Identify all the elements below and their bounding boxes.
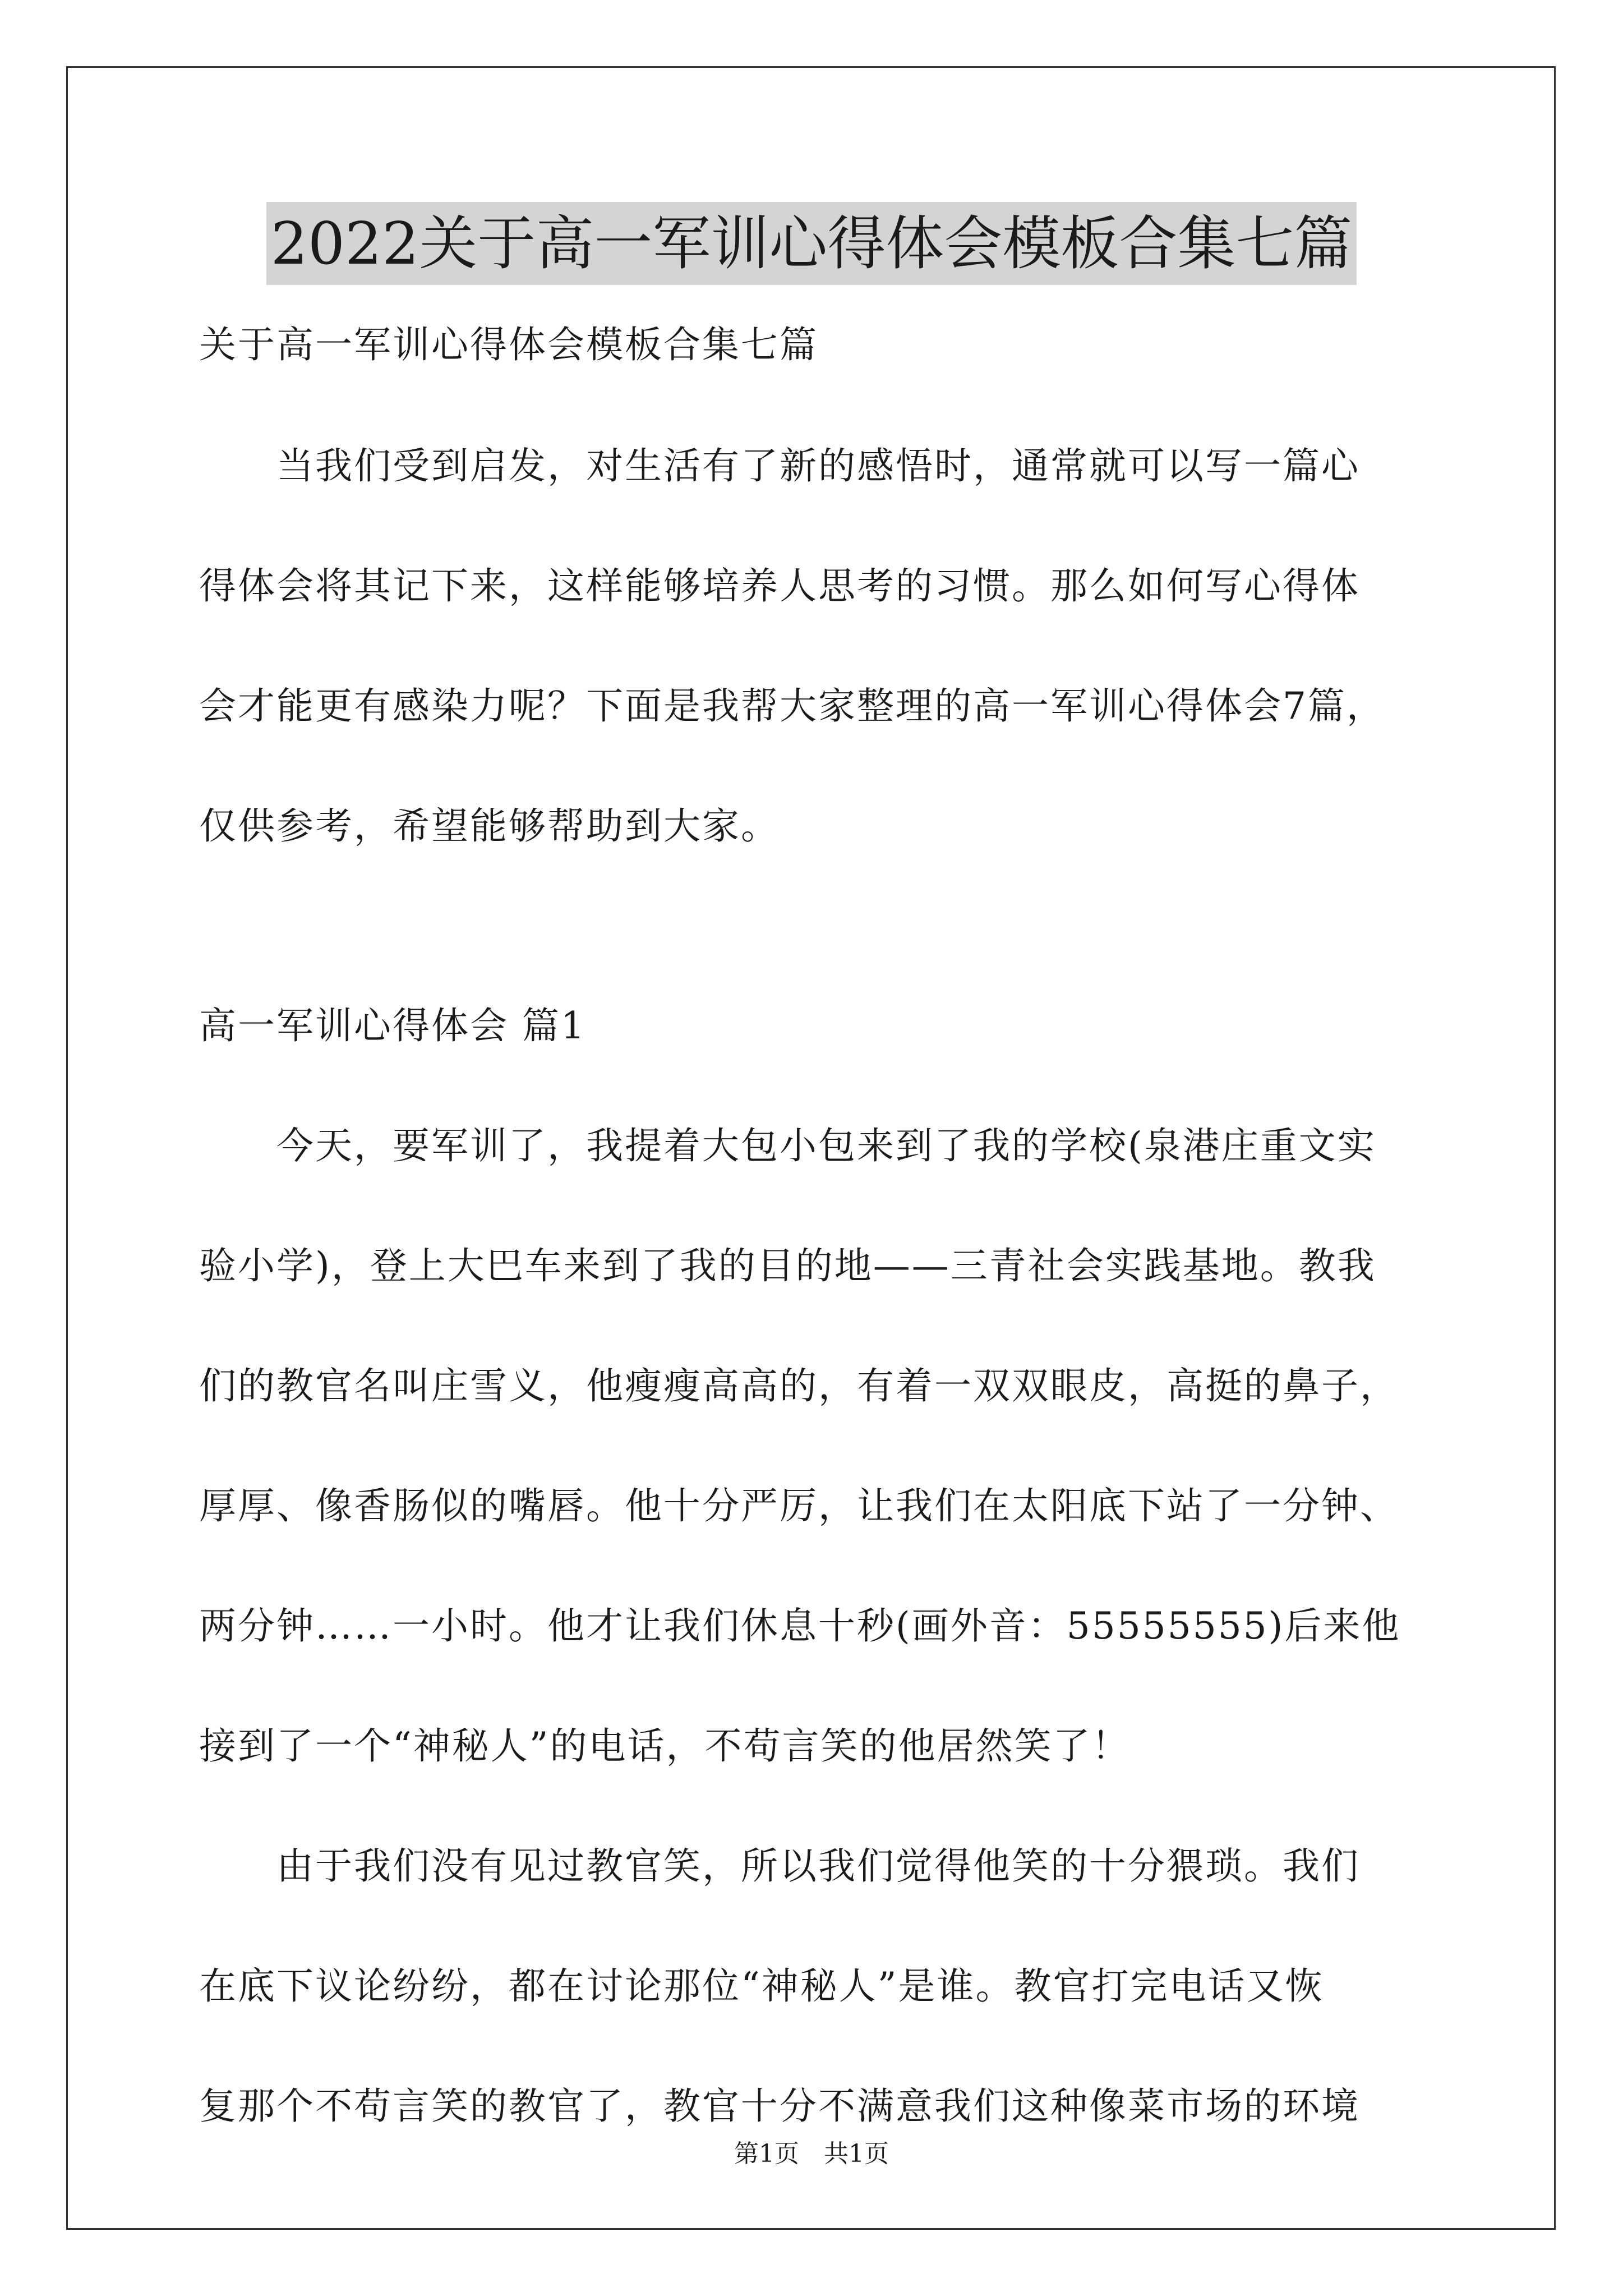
text-line: 得体会将其记下来，这样能够培养人思考的习惯。那么如何写心得体 [199,564,1360,608]
text-line: 验小学)，登上大巴车来到了我的目的地——三青社会实践基地。教我 [199,1244,1376,1287]
document-title: 2022关于高一军训心得体会模板合集七篇 [266,202,1357,285]
text-line: 由于我们没有见过教官笑，所以我们觉得他笑的十分猥琐。我们 [199,1844,1360,1888]
text-line: 在底下议论纷纷，都在讨论那位“神秘人”是谁。教官打完电话又恢 [199,1964,1324,2008]
section-heading: 高一军训心得体会 篇1 [199,1004,586,1047]
page-footer: 第1页 共1页 [734,2139,889,2168]
title-wrap [0,202,1623,285]
text-line: 厚厚、像香肠似的嘴唇。他十分严厉，让我们在太阳底下站了一分钟、 [199,1484,1399,1527]
text-line: 关于高一军训心得体会模板合集七篇 [199,323,818,366]
text-line: 复那个不苟言笑的教官了，教官十分不满意我们这种像菜市场的环境 [199,2085,1360,2128]
text-line: 当我们受到启发，对生活有了新的感悟时，通常就可以写一篇心 [199,444,1360,487]
text-line: 接到了一个“神秘人”的电话，不苟言笑的他居然笑了！ [199,1724,1131,1768]
text-line: 仅供参考，希望能够帮助到大家。 [199,804,780,848]
text-line: 今天，要军训了，我提着大包小包来到了我的学校(泉港庄重文实 [199,1124,1376,1167]
text-line: 会才能更有感染力呢？下面是我帮大家整理的高一军训心得体会7篇， [199,684,1385,728]
text-line: 两分钟……一小时。他才让我们休息十秒(画外音：55555555)后来他 [199,1604,1401,1648]
text-line: 们的教官名叫庄雪义，他瘦瘦高高的，有着一双双眼皮，高挺的鼻子， [199,1364,1399,1407]
